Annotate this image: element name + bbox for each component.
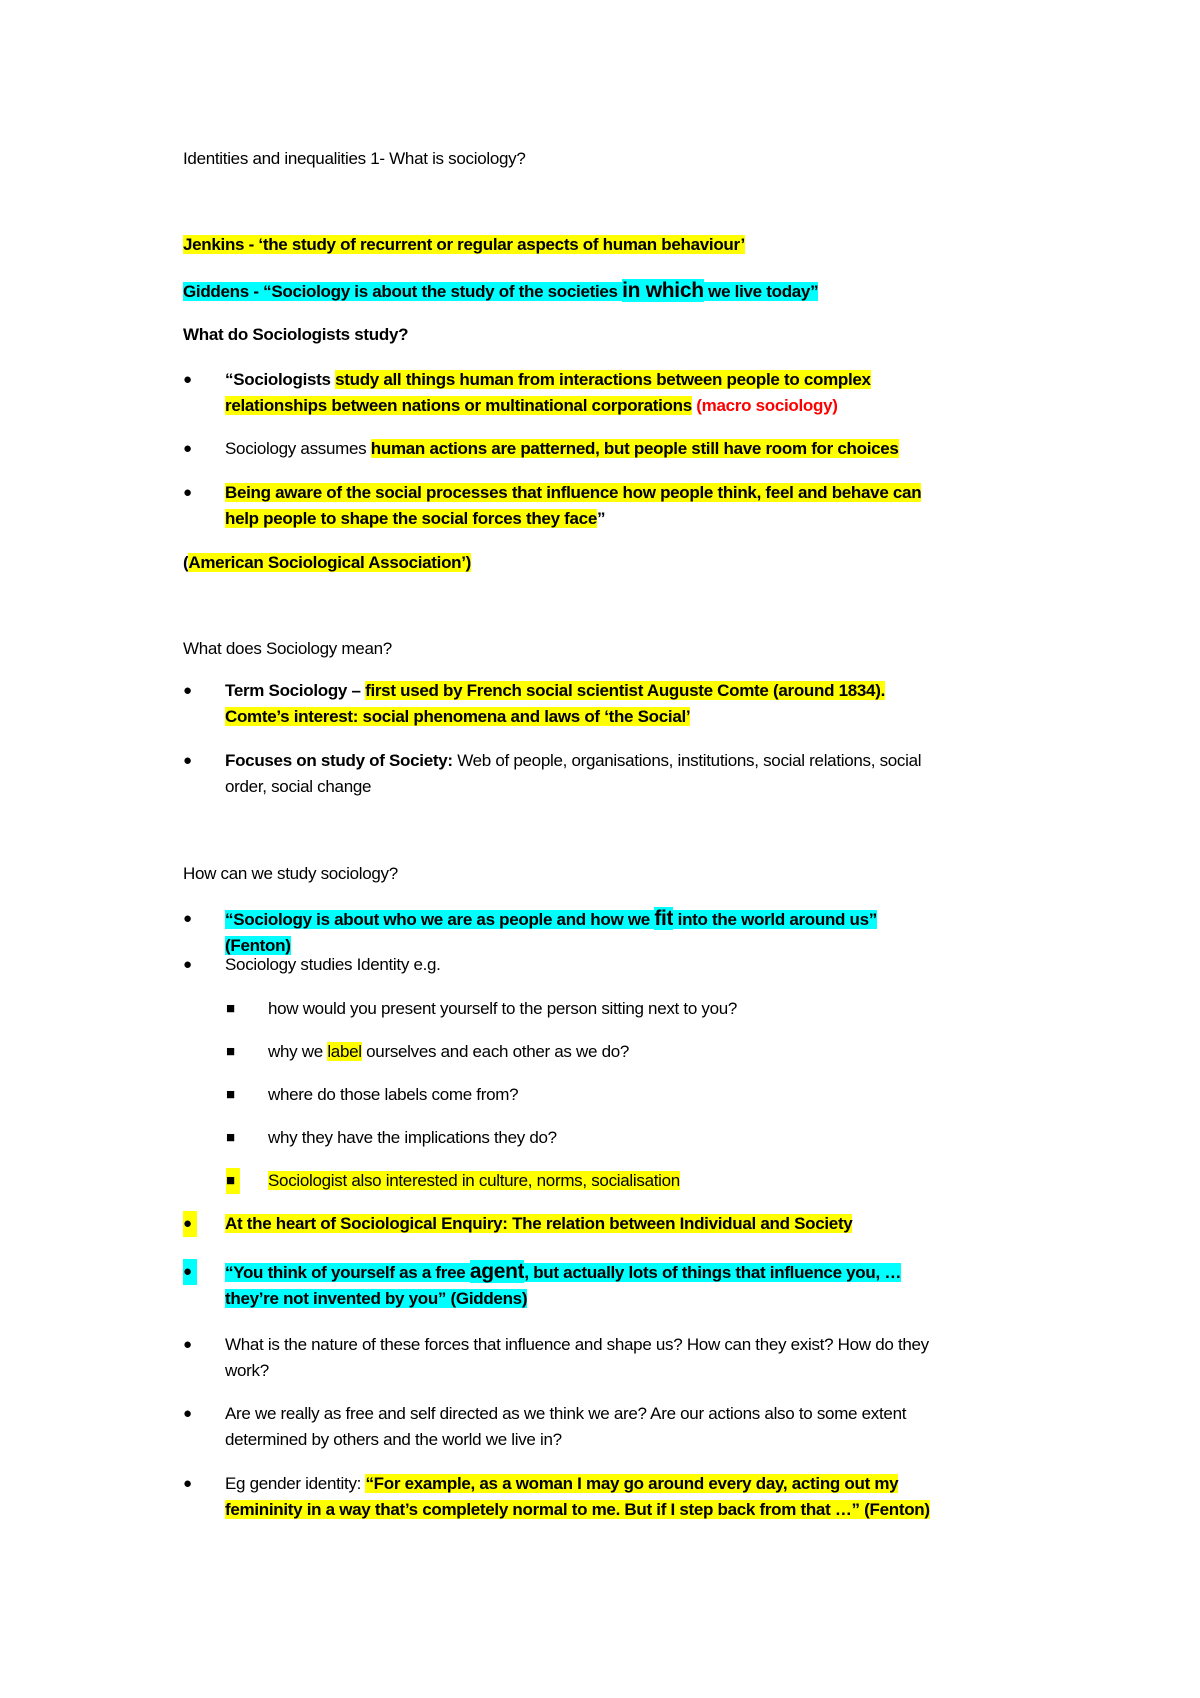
square-bullet-icon: ■: [226, 1043, 235, 1060]
jenkins-text: Jenkins - ‘the study of recurrent or regular aspects of human behaviour’: [183, 235, 745, 254]
highlight: American Sociological Association’): [188, 553, 472, 572]
bullet-icon: ●: [183, 484, 192, 501]
bullet-icon: ●: [183, 910, 192, 927]
citation-asa: (American Sociological Association’): [183, 553, 472, 572]
document-title: Identities and inequalities 1- What is sociology?: [183, 149, 526, 168]
bullet-icon: ●: [183, 682, 192, 699]
bullet-icon: ●: [183, 1405, 192, 1422]
highlight: first used by French social scientist Auguste Comte (around 1834). Comte’s interest: social phenomena and laws of ‘the Social’: [225, 681, 885, 726]
bullet-icon: ●: [183, 956, 192, 973]
bullet-icon: ●: [183, 752, 192, 769]
square-bullet-icon: ■: [226, 1129, 235, 1146]
highlight: Being aware of the social processes that influence how people think, feel and behave can help people to shape the social forces they face: [225, 483, 922, 528]
heading-how-study: How can we study sociology?: [183, 864, 398, 883]
bullet-icon: ●: [183, 1336, 192, 1353]
heading-what-mean: What does Sociology mean?: [183, 639, 392, 658]
heading-what-study: What do Sociologists study?: [183, 325, 409, 344]
bullet-icon: ●: [183, 1211, 197, 1237]
macro-sociology-note: (macro sociology): [691, 396, 838, 415]
bullet-icon: ●: [183, 371, 192, 388]
bullet-icon: ●: [183, 1259, 197, 1285]
highlight: “Sociology is about who we are as people and how we: [225, 910, 655, 929]
giddens-text-2: in which: [622, 279, 704, 302]
square-bullet-icon: ■: [226, 1086, 235, 1103]
bullet-icon: ●: [183, 440, 192, 457]
highlight: At the heart of Sociological Enquiry: The relation between Individual and Society: [225, 1214, 853, 1233]
highlight-label: label: [327, 1042, 362, 1061]
square-bullet-icon: ■: [226, 1168, 240, 1194]
highlight: study all things human from interactions between people to complex relationships between nations or multinational corporations: [225, 370, 871, 415]
square-bullet-icon: ■: [226, 1000, 235, 1017]
highlight-agent: agent: [469, 1260, 525, 1283]
giddens-text-3: we live today”: [703, 282, 819, 301]
highlight: human actions are patterned, but people still have room for choices: [370, 439, 899, 458]
definition-jenkins: [183, 232, 745, 258]
highlight: into the world around us” (Fenton): [225, 910, 877, 955]
document-page: Identities and inequalities 1- What is sociology? Jenkins - ‘the study of recurrent or regular aspects of human behaviour’ Giddens - “Sociology is about the study of the societies in which we live today” What do Sociologists study? ● “Sociologists study all things human from interactions between people to complex relationships between nations or multinational corporations (macro sociology) ● Sociology assumes human actions are patterned, but people still have room for choices ● Being aware of the social processes that influence how people think, feel and behave can help people to shape the social forces they face” (American Sociological Association’) What does Sociology mean? ● Term Sociology – first used by French social scientist Auguste Comte (around 1834). Comte’s interest: social phenomena and laws of ‘the Social’ ● Focuses on study of Society: Web of people, organisations, institutions, social relations, social order, social change How can we study sociology? ● “Sociology is about who we are as people and how we fit into the world around us” (Fenton) ● Sociology studies Identity e.g. ■ how would you present yourself to the person sitting next to you? ■ why we label ourselves and each other as we do? ■ where do those labels come from? ■ why they have the implications they do? ■ Sociologist also interested in culture, norms, socialisation ● At the heart of Sociological Enquiry: The relation between Individual and Society ● “You think of yourself as a free agent, but actually lots of things that influence you, … they’re not invented by you” (Giddens) ● What is the nature of these forces that influence and shape us? How can they exist? How do they work? ● Are we really as free and self directed as we think we are? Are our actions also to some extent determined by others and the world we live in? ● Eg gender identity: “For example, as a woman I may go around every day, acting out my femininity in a way that’s completely normal to me. But if I step back from that …” (Fenton): [0, 0, 1200, 1698]
bullet-icon: ●: [183, 1475, 192, 1492]
highlight: Sociologist also interested in culture, norms, socialisation: [268, 1171, 680, 1190]
highlight: , but actually lots of things that influence you, … they’re not invented by you” (Giddens): [225, 1263, 902, 1308]
highlight: “You think of yourself as a free: [225, 1263, 470, 1282]
giddens-text-1: Giddens - “Sociology is about the study of the societies: [183, 282, 623, 301]
highlight-fit: fit: [654, 907, 674, 930]
highlight: “For example, as a woman I may go around every day, acting out my femininity in a way that’s completely normal to me. But if I step back from that …” (Fenton): [225, 1474, 930, 1519]
definition-giddens: [183, 278, 818, 305]
